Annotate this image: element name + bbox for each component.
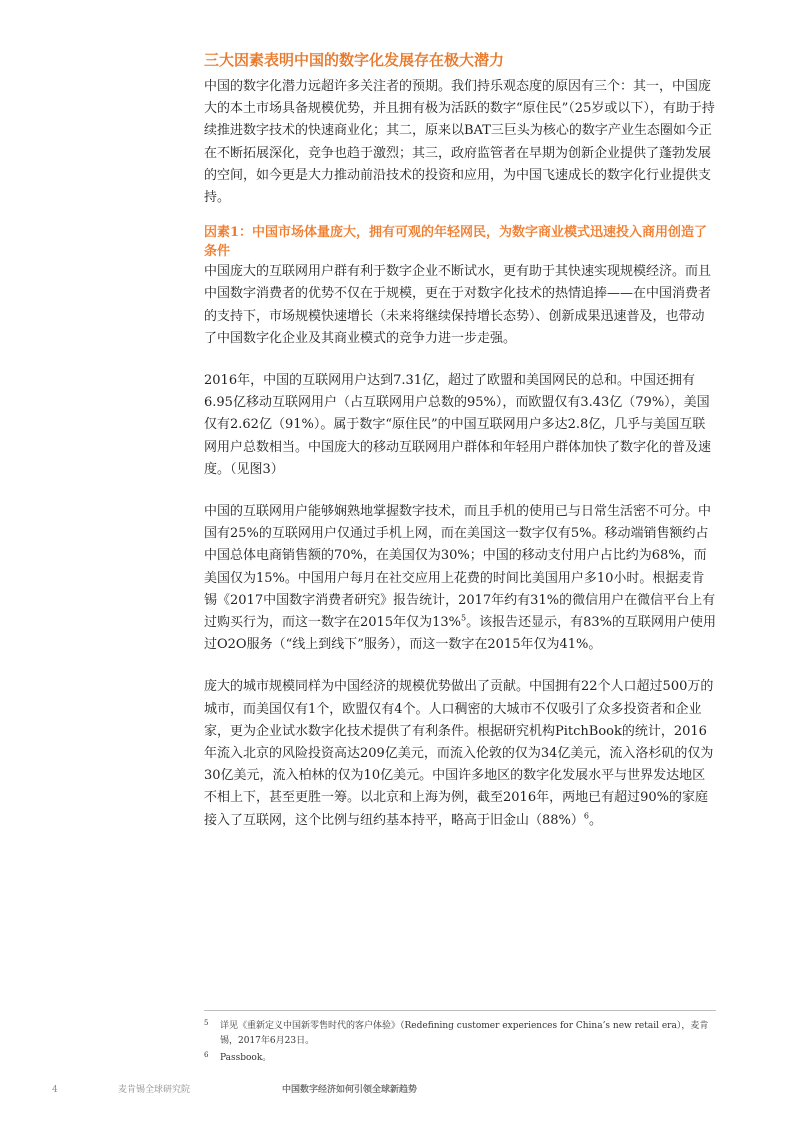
footnote-divider	[204, 1010, 716, 1011]
paragraph-text: 。该报告还显示，有83%的互联网用户使用过O2O服务（“线上到线下”服务），而这一数字在2015年仅为41%。	[204, 615, 716, 653]
footnote-5	[204, 1019, 716, 1049]
section-title: 三大因素表明中国的数字化发展存在极大潜力	[204, 51, 505, 69]
footnote-text: 详见《重新定义中国新零售时代的客户体验》（Redefining customer experiences for China’s new retail era），麦肯锡，2017年6月23日。	[220, 1021, 709, 1046]
intro-paragraph: 中国的数字化潜力远超许多关注者的预期。我们持乐观态度的原因有三个：其一，中国庞大的本土市场具备规模优势，并且拥有极为活跃的数字“原住民”（25岁或以下），有助于持续推进数字技术的快速商业化；其二，原来以BAT三巨头为核心的数字产业生态圈如今正在不断拓展深化，竞争也趋于激烈；其三，政府监管者在早期为创新企业提供了蓬勃发展的空间，如今更是大力推动前沿技术的投资和应用，为中国飞速成长的数字化行业提供支持。	[204, 79, 715, 206]
paragraph-text: 。	[589, 812, 603, 828]
footnote-ref-6[interactable]: 6	[583, 811, 589, 821]
footnote-number: 5	[204, 1019, 209, 1027]
footer-org: 麦肯锡全球研究院	[118, 1085, 191, 1095]
page-number: 4	[52, 1085, 58, 1095]
footnote-text: Passbook。	[220, 1053, 272, 1063]
paragraph-text: 庞大的城市规模同样为中国经济的规模优势做出了贡献。中国拥有22个人口超过500万的城市，而美国仅有1个，欧盟仅有4个。人口稠密的大城市不仅吸引了众多投资者和企业家，更为企业试水数字化技术提供了有利条件。根据研究机构PitchBook的统计，2016年流入北京的风险投资高达209亿美元，而流入伦敦的仅为34亿美元，流入洛杉矶的仅为30亿美元，流入柏林的仅为10亿美元。中国许多地区的数字化发展水平与世界发达地区不相上下，甚至更胜一筹。以北京和上海为例，截至2016年，两地已有超过90%的家庭接入了互联网，这个比例与纽约基本持平，略高于旧金山（88%）	[204, 679, 714, 828]
paragraph-text: 中国的互联网用户能够娴熟地掌握数字技术，而且手机的使用已与日常生活密不可分。中国有25%的互联网用户仅通过手机上网，而在美国这一数字仅有5%。移动端销售额约占中国总体电商销售额的70%，在美国仅为30%；中国的移动支付用户占比约为68%，而美国仅为15%。中国用户每月在社交应用上花费的时间比美国用户多10小时。根据麦肯锡《2017中国数字消费者研究》报告统计，2017年约有31%的微信用户在微信平台上有过购买行为，而这一数字在2015年仅为13%	[204, 504, 716, 631]
footnote-6	[204, 1051, 716, 1066]
factor1-paragraph-2: 2016年，中国的互联网用户达到7.31亿，超过了欧盟和美国网民的总和。中国还拥有6.95亿移动互联网用户（占互联网用户总数的95%），而欧盟仅有3.43亿（79%），美国仅有2.62亿（91%）。属于数字“原住民”的中国互联网用户多达2.8亿，几乎与美国互联网用户总数相当。中国庞大的移动互联网用户群体和年轻用户群体加快了数字化的普及速度。（见图3）	[204, 373, 712, 477]
footnote-number: 6	[204, 1051, 209, 1059]
footer-report-title: 中国数字经济如何引领全球新趋势	[282, 1085, 418, 1095]
factor1-heading: 因素1：中国市场体量庞大，拥有可观的年轻网民，为数字商业模式迅速投入商用创造了条件	[204, 225, 708, 260]
main-content	[204, 50, 716, 852]
factor1-paragraph-1: 中国庞大的互联网用户群有利于数字企业不断试水，更有助于其快速实现规模经济。而且中国数字消费者的优势不仅在于规模，更在于对数字化技术的热情追捧——在中国消费者的支持下，市场规模快速增长（未来将继续保持增长态势）、创新成果迅速普及，也带动了中国数字化企业及其商业模式的竞争力进一步走强。	[204, 264, 712, 346]
page-footer	[0, 1082, 793, 1098]
footnotes	[204, 1019, 716, 1068]
factor1-paragraph-3	[204, 501, 716, 656]
factor1-paragraph-4	[204, 676, 716, 831]
footnote-ref-5[interactable]: 5	[460, 613, 467, 623]
